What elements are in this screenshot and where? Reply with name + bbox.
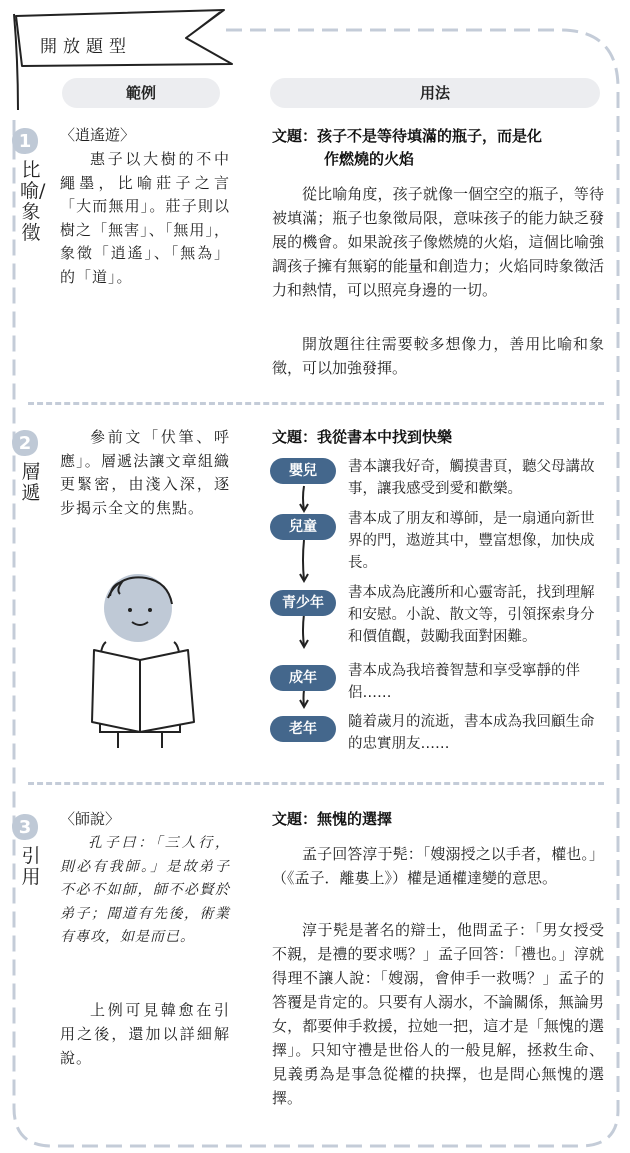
stage-badge: 兒童 <box>270 514 336 540</box>
topic-heading: 文題：我從書本中找到快樂 <box>272 428 453 446</box>
stage-text: 隨着歲月的流逝，書本成為我回顧生命的忠實朋友…… <box>348 714 595 752</box>
section-label: 引用 <box>21 845 41 888</box>
section-label: 層遞 <box>21 461 41 504</box>
example-title: 〈師說〉 <box>60 810 121 828</box>
stage-text: 書本成為我培養智慧和享受寧靜的伴侶…… <box>348 663 580 701</box>
section-number-badge <box>10 126 40 156</box>
example-text: 參前文「伏筆、呼應」。層遞法讓文章組織更緊密，由淺入深，逐步揭示全文的焦點。 <box>60 428 230 517</box>
example-note: 上例可見韓愈在引用之後，還加以詳細解說。 <box>60 1001 230 1067</box>
topic-heading: 文題：無愧的選擇 <box>272 810 393 828</box>
stage-text: 書本讓我好奇，觸摸書頁，聽父母講故事，讓我感受到愛和歡樂。 <box>348 459 595 497</box>
section-number-text: 1 <box>18 131 32 152</box>
stage-badge: 老年 <box>270 716 336 742</box>
example-text: 惠子以大樹的不中繩墨，比喻莊子之言「大而無用」。莊子則以樹之「無害」、「無用」，象徵「逍遙」、「無為」的「道」。 <box>60 150 230 286</box>
section-number-text: 3 <box>18 817 32 838</box>
section-number-text: 2 <box>18 433 32 454</box>
section-divider <box>28 782 604 785</box>
stage-badge: 成年 <box>270 665 336 691</box>
section-divider <box>28 402 604 405</box>
usage-column-header: 用法 <box>270 78 600 108</box>
stage-badge: 嬰兒 <box>270 458 336 484</box>
topic-heading: 文題：孩子不是等待填滿的瓶子，而是化 <box>272 127 543 145</box>
usage-paragraph: 淳于髡是著名的辯士，他問孟子：「男女授受不親，是禮的要求嗎？」孟子回答：「禮也。」淳就得理不讓人說：「嫂溺，會伸手一救嗎？」孟子的答覆是肯定的。只要有人溺水，不論關係，無論男女，都要伸手救援，拉她一把，這才是「無愧的選擇」。只知守禮是世俗人的一般見解，拯救生命、見義勇為是事急從權的抉擇，也是問心無愧的選擇。 <box>272 921 604 1107</box>
example-title: 〈逍遙遊〉 <box>60 126 136 144</box>
usage-paragraph: 孟子回答淳于髡：「嫂溺授之以手者，權也。」（《孟子．離婁上》）權是通權達變的意思。 <box>272 845 604 887</box>
banner-title: 開放題型 <box>40 37 132 57</box>
topic-heading-line2: 作燃燒的火焰 <box>324 150 415 168</box>
example-quote: 孔子曰：「三人行，則必有我師。」是故弟子不必不如師，師不必賢於弟子；聞道有先後，術業有專攻，如是而已。 <box>60 835 230 945</box>
section-label: 比喻/象徵 <box>20 159 46 244</box>
section-number-badge <box>10 812 40 842</box>
stage-text: 書本成為庇護所和心靈寄託，找到理解和安慰。小說、散文等，引領探索身分和價值觀，鼓勵我面對困難。 <box>348 585 595 645</box>
usage-paragraph: 開放題往往需要較多想像力，善用比喻和象徵，可以加強發揮。 <box>272 335 604 377</box>
stage-text: 書本成了朋友和導師，是一扇通向新世界的門，遨遊其中，豐富想像，加快成長。 <box>348 511 595 571</box>
reading-person-illustration <box>88 566 208 756</box>
stage-badge: 青少年 <box>270 590 336 616</box>
section-number-badge <box>10 428 40 458</box>
example-column-header: 範例 <box>62 78 220 108</box>
usage-paragraph: 從比喻角度，孩子就像一個空空的瓶子，等待被填滿；瓶子也象徵局限，意味孩子的能力缺乏發展的機會。如果說孩子像燃燒的火焰，這個比喻強調孩子擁有無窮的能量和創造力；火焰同時象徵活力和熱情，可以照亮身邊的一切。 <box>272 185 604 299</box>
